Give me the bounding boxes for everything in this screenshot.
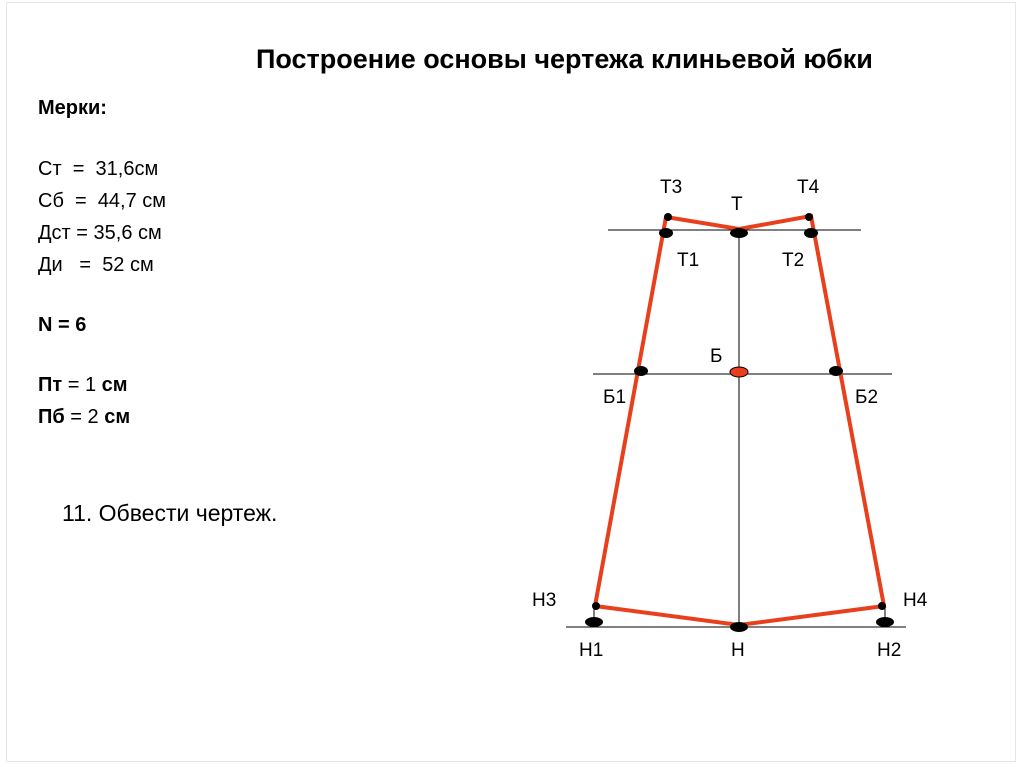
label-h3: Н3 xyxy=(532,590,557,611)
label-t: Т xyxy=(731,194,743,215)
point-b-marker xyxy=(730,367,748,377)
label-b1: Б1 xyxy=(603,387,627,408)
label-b2: Б2 xyxy=(855,387,879,408)
measure-st: Ст = 31,6см xyxy=(38,158,159,180)
measures-heading: Мерки: xyxy=(38,97,107,119)
label-b: Б xyxy=(710,346,723,367)
point-h-marker xyxy=(730,622,748,632)
measure-n: N = 6 xyxy=(38,314,87,336)
measure-dst: Дст = 35,6 см xyxy=(38,222,162,244)
label-t4: Т4 xyxy=(797,177,820,198)
measure-pt: Пт = 1 см xyxy=(38,374,128,396)
point-h2-marker xyxy=(876,617,894,627)
label-h2: Н2 xyxy=(877,640,902,661)
measure-sb: Сб = 44,7 см xyxy=(38,190,167,212)
point-t3-marker xyxy=(664,213,672,221)
label-h: Н xyxy=(731,640,745,661)
point-t1-marker xyxy=(659,228,673,238)
label-h4: Н4 xyxy=(903,590,928,611)
point-t-marker xyxy=(730,228,748,238)
measure-pb: Пб = 2 см xyxy=(38,406,131,428)
page-title: Построение основы чертежа клиньевой юбки xyxy=(256,44,873,74)
point-b1-marker xyxy=(634,366,648,376)
point-t4-marker xyxy=(805,213,813,221)
point-t2-marker xyxy=(804,228,818,238)
measure-di: Ди = 52 см xyxy=(38,254,154,276)
label-t2: Т2 xyxy=(782,250,805,271)
step-instruction: 11. Обвести чертеж. xyxy=(62,500,278,526)
label-h1: Н1 xyxy=(579,640,604,661)
point-h3-marker xyxy=(592,602,600,610)
point-h4-marker xyxy=(878,602,886,610)
point-h1-marker xyxy=(585,617,603,627)
label-t1: Т1 xyxy=(677,250,700,271)
label-t3: Т3 xyxy=(660,177,683,198)
point-b2-marker xyxy=(829,366,843,376)
